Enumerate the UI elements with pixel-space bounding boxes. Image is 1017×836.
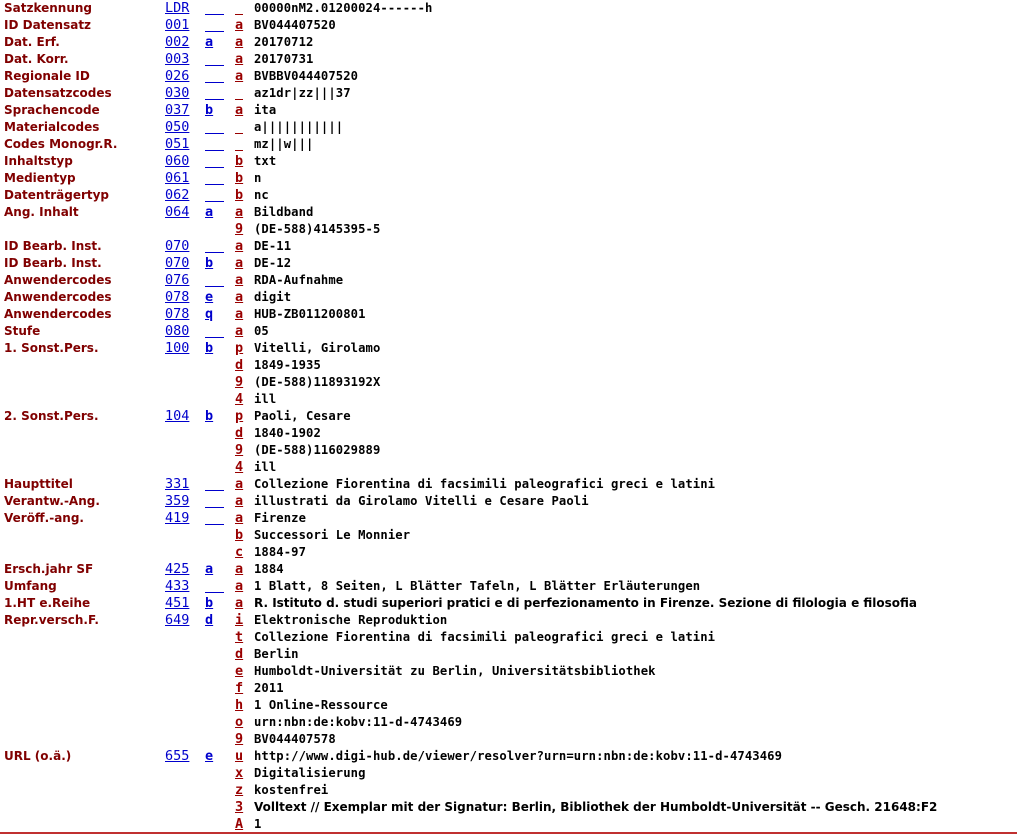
subfield-code: A: [235, 816, 244, 832]
indicator: [205, 85, 224, 100]
field-value: Vitelli, Girolamo: [254, 341, 381, 355]
field-label: 1. Sonst.Pers.: [4, 341, 99, 355]
subfield-code: [235, 0, 243, 15]
record-row: [0, 0, 1017, 17]
field-value: BV044407578: [254, 732, 336, 746]
record-row: [0, 425, 1017, 442]
field-value: R. Istituto d. studi superiori pratici e di perfezionamento in Firenze. Sezione di filologia e filosofia: [254, 596, 918, 610]
subfield-code: a: [235, 323, 244, 339]
field-label: Repr.versch.F.: [4, 613, 99, 627]
record-row: [0, 119, 1017, 136]
subfield-code: x: [235, 765, 244, 781]
subfield-code: b: [235, 527, 244, 543]
record-row: [0, 731, 1017, 748]
subfield-code: h: [235, 697, 244, 713]
field-tag-link[interactable]: 060: [165, 153, 190, 169]
subfield-code: d: [235, 646, 244, 662]
subfield-code: c: [235, 544, 244, 560]
field-label: Anwendercodes: [4, 290, 112, 304]
indicator: b: [205, 408, 214, 424]
record-row: [0, 714, 1017, 731]
indicator: d: [205, 612, 214, 628]
record-row: [0, 153, 1017, 170]
field-value: 00000nM2.01200024------h: [254, 1, 433, 15]
record-row: [0, 595, 1017, 612]
field-label: URL (o.ä.): [4, 749, 72, 763]
field-label: Sprachencode: [4, 103, 100, 117]
record-row: [0, 459, 1017, 476]
subfield-code: d: [235, 357, 244, 373]
record-row: [0, 357, 1017, 374]
field-tag-link[interactable]: 078: [165, 306, 190, 322]
record-row: [0, 374, 1017, 391]
subfield-code: [235, 85, 243, 100]
field-label: Anwendercodes: [4, 307, 112, 321]
record-row: [0, 578, 1017, 595]
field-value: Digitalisierung: [254, 766, 366, 780]
record-row: [0, 476, 1017, 493]
indicator: [205, 170, 224, 185]
subfield-code: d: [235, 425, 244, 441]
field-value: HUB-ZB011200801: [254, 307, 366, 321]
record-row: [0, 238, 1017, 255]
field-value: http://www.digi-hub.de/viewer/resolver?urn=urn:nbn:de:kobv:11-d-4743469: [254, 749, 783, 763]
subfield-code: 3: [235, 799, 244, 815]
field-tag-link[interactable]: LDR: [165, 0, 190, 16]
indicator: [205, 272, 224, 287]
subfield-code: 4: [235, 459, 244, 475]
subfield-code: b: [235, 170, 244, 186]
field-tag-link[interactable]: 030: [165, 85, 190, 101]
record-row: [0, 255, 1017, 272]
field-value: Humboldt-Universität zu Berlin, Universitätsbibliothek: [254, 664, 656, 678]
field-label: Dat. Korr.: [4, 52, 69, 66]
field-value: 1 Online-Ressource: [254, 698, 388, 712]
field-tag-link[interactable]: 451: [165, 595, 190, 611]
field-tag-link[interactable]: 100: [165, 340, 190, 356]
subfield-code: i: [235, 612, 244, 628]
field-value: 20170731: [254, 52, 314, 66]
field-value: RDA-Aufnahme: [254, 273, 344, 287]
record-row: [0, 646, 1017, 663]
field-label: Inhaltstyp: [4, 154, 73, 168]
field-tag-link[interactable]: 002: [165, 34, 190, 50]
field-value: 1884-97: [254, 545, 307, 559]
subfield-code: a: [235, 306, 244, 322]
record-row: [0, 612, 1017, 629]
field-tag-link[interactable]: 026: [165, 68, 190, 84]
subfield-code: a: [235, 289, 244, 305]
subfield-code: 9: [235, 442, 244, 458]
indicator: a: [205, 561, 214, 577]
field-tag-link[interactable]: 062: [165, 187, 190, 203]
record-row: [0, 204, 1017, 221]
record-row: [0, 51, 1017, 68]
record-row: [0, 527, 1017, 544]
record-row: [0, 680, 1017, 697]
subfield-code: a: [235, 493, 244, 509]
field-label: Anwendercodes: [4, 273, 112, 287]
field-tag-link[interactable]: 104: [165, 408, 190, 424]
field-value: Collezione Fiorentina di facsimili paleografici greci e latini: [254, 477, 716, 491]
field-value: mz||w|||: [254, 137, 314, 151]
subfield-code: a: [235, 238, 244, 254]
record-row: [0, 187, 1017, 204]
subfield-code: z: [235, 782, 244, 798]
field-label: Satzkennung: [4, 1, 93, 15]
subfield-code: 4: [235, 391, 244, 407]
field-label: Codes Monogr.R.: [4, 137, 118, 151]
record-row: [0, 289, 1017, 306]
field-value: Paoli, Cesare: [254, 409, 351, 423]
record-row: [0, 272, 1017, 289]
record-row: [0, 799, 1017, 816]
subfield-code: a: [235, 255, 244, 271]
subfield-code: a: [235, 595, 244, 611]
bottom-divider: [0, 832, 1017, 834]
field-value: 1849-1935: [254, 358, 321, 372]
field-value: 20170712: [254, 35, 314, 49]
field-label: Datenträgertyp: [4, 188, 110, 202]
indicator: [205, 153, 224, 168]
field-value: DE-11: [254, 239, 292, 253]
field-value: Successori Le Monnier: [254, 528, 411, 542]
subfield-code: o: [235, 714, 244, 730]
field-label: 1.HT e.Reihe: [4, 596, 91, 610]
indicator: a: [205, 204, 214, 220]
field-value: 1: [254, 817, 262, 831]
field-label: Materialcodes: [4, 120, 100, 134]
field-value: ill: [254, 392, 277, 406]
field-tag-link[interactable]: 061: [165, 170, 190, 186]
field-value: urn:nbn:de:kobv:11-d-4743469: [254, 715, 463, 729]
subfield-code: p: [235, 340, 244, 356]
indicator: [205, 510, 224, 525]
field-label: Haupttitel: [4, 477, 73, 491]
field-value: Bildband: [254, 205, 314, 219]
field-value: ill: [254, 460, 277, 474]
field-tag-link[interactable]: 419: [165, 510, 190, 526]
field-value: 1884: [254, 562, 284, 576]
field-tag-link[interactable]: 331: [165, 476, 190, 492]
indicator: [205, 136, 224, 151]
field-label: Medientyp: [4, 171, 76, 185]
field-tag-link[interactable]: 076: [165, 272, 190, 288]
field-value: Berlin: [254, 647, 299, 661]
field-label: ID Bearb. Inst.: [4, 256, 102, 270]
subfield-code: a: [235, 476, 244, 492]
subfield-code: 9: [235, 374, 244, 390]
subfield-code: a: [235, 272, 244, 288]
field-value: BV044407520: [254, 18, 336, 32]
subfield-code: a: [235, 561, 244, 577]
field-value: Volltext // Exemplar mit der Signatur: Berlin, Bibliothek der Humboldt-Universität -- Gesch. 21648:F2: [254, 800, 938, 814]
record-row: [0, 391, 1017, 408]
field-value: 1 Blatt, 8 Seiten, L Blätter Tafeln, L Blätter Erläuterungen: [254, 579, 701, 593]
record-row: [0, 340, 1017, 357]
field-label: 2. Sonst.Pers.: [4, 409, 99, 423]
record-row: [0, 323, 1017, 340]
field-value: (DE-588)11893192X: [254, 375, 381, 389]
field-tag-link[interactable]: 003: [165, 51, 190, 67]
field-tag-link[interactable]: 070: [165, 238, 190, 254]
field-value: n: [254, 171, 262, 185]
record-row: [0, 561, 1017, 578]
subfield-code: b: [235, 187, 244, 203]
field-tag-link[interactable]: 425: [165, 561, 190, 577]
field-label: Dat. Erf.: [4, 35, 60, 49]
record-row: [0, 221, 1017, 238]
field-value: illustrati da Girolamo Vitelli e Cesare Paoli: [254, 494, 589, 508]
field-value: nc: [254, 188, 269, 202]
indicator: [205, 187, 224, 202]
field-value: ita: [254, 103, 277, 117]
field-value: (DE-588)116029889: [254, 443, 381, 457]
indicator: [205, 578, 224, 593]
record-row: [0, 102, 1017, 119]
field-value: Collezione Fiorentina di facsimili paleografici greci e latini: [254, 630, 716, 644]
record-row: [0, 136, 1017, 153]
subfield-code: a: [235, 34, 244, 50]
indicator: [205, 323, 224, 338]
indicator: b: [205, 340, 214, 356]
subfield-code: b: [235, 153, 244, 169]
subfield-code: a: [235, 204, 244, 220]
subfield-code: a: [235, 510, 244, 526]
field-label: Ersch.jahr SF: [4, 562, 94, 576]
field-value: DE-12: [254, 256, 292, 270]
indicator: q: [205, 306, 214, 322]
field-label: Ang. Inhalt: [4, 205, 79, 219]
subfield-code: 9: [235, 731, 244, 747]
field-value: 2011: [254, 681, 284, 695]
indicator: e: [205, 748, 214, 764]
field-tag-link[interactable]: 080: [165, 323, 190, 339]
subfield-code: 9: [235, 221, 244, 237]
record-row: [0, 697, 1017, 714]
indicator: b: [205, 255, 214, 271]
record-row: [0, 408, 1017, 425]
field-tag-link[interactable]: 051: [165, 136, 190, 152]
indicator: b: [205, 595, 214, 611]
indicator: a: [205, 34, 214, 50]
field-tag-link[interactable]: 064: [165, 204, 190, 220]
field-label: Verantw.-Ang.: [4, 494, 100, 508]
field-tag-link[interactable]: 050: [165, 119, 190, 135]
record-row: [0, 782, 1017, 799]
field-value: az1dr|zz|||37: [254, 86, 351, 100]
indicator: [205, 493, 224, 508]
subfield-code: [235, 119, 243, 134]
field-tag-link[interactable]: 649: [165, 612, 190, 628]
field-tag-link[interactable]: 433: [165, 578, 190, 594]
field-label: ID Bearb. Inst.: [4, 239, 102, 253]
record-row: [0, 493, 1017, 510]
record-row: [0, 816, 1017, 833]
subfield-code: a: [235, 17, 244, 33]
record-row: [0, 748, 1017, 765]
field-label: Veröff.-ang.: [4, 511, 84, 525]
subfield-code: u: [235, 748, 244, 764]
field-label: Umfang: [4, 579, 57, 593]
field-value: BVBBV044407520: [254, 69, 359, 83]
field-tag-link[interactable]: 078: [165, 289, 190, 305]
field-value: (DE-588)4145395-5: [254, 222, 381, 236]
record-row: [0, 663, 1017, 680]
subfield-code: a: [235, 51, 244, 67]
field-value: 1840-1902: [254, 426, 321, 440]
record-row: [0, 629, 1017, 646]
indicator: [205, 17, 224, 32]
indicator: [205, 0, 224, 15]
record-row: [0, 510, 1017, 527]
record-row: [0, 170, 1017, 187]
field-label: Regionale ID: [4, 69, 90, 83]
record-row: [0, 442, 1017, 459]
subfield-code: p: [235, 408, 244, 424]
indicator: [205, 68, 224, 83]
field-value: a|||||||||||: [254, 120, 344, 134]
field-label: Stufe: [4, 324, 41, 338]
record-row: [0, 34, 1017, 51]
indicator: e: [205, 289, 214, 305]
field-value: digit: [254, 290, 292, 304]
field-label: Datensatzcodes: [4, 86, 112, 100]
subfield-code: a: [235, 102, 244, 118]
field-value: txt: [254, 154, 277, 168]
record-row: [0, 765, 1017, 782]
indicator: b: [205, 102, 214, 118]
indicator: [205, 238, 224, 253]
record-row: [0, 544, 1017, 561]
subfield-code: a: [235, 578, 244, 594]
field-tag-link[interactable]: 359: [165, 493, 190, 509]
field-tag-link[interactable]: 037: [165, 102, 190, 118]
field-tag-link[interactable]: 070: [165, 255, 190, 271]
indicator: [205, 119, 224, 134]
subfield-code: e: [235, 663, 244, 679]
subfield-code: t: [235, 629, 244, 645]
field-label: ID Datensatz: [4, 18, 92, 32]
field-tag-link[interactable]: 001: [165, 17, 190, 33]
record-row: [0, 306, 1017, 323]
record-row: [0, 85, 1017, 102]
field-tag-link[interactable]: 655: [165, 748, 190, 764]
field-value: kostenfrei: [254, 783, 329, 797]
record-row: [0, 68, 1017, 85]
subfield-code: [235, 136, 243, 151]
field-value: 05: [254, 324, 269, 338]
subfield-code: f: [235, 680, 244, 696]
subfield-code: a: [235, 68, 244, 84]
field-value: Elektronische Reproduktion: [254, 613, 448, 627]
field-value: Firenze: [254, 511, 307, 525]
indicator: [205, 51, 224, 66]
record-row: [0, 17, 1017, 34]
indicator: [205, 476, 224, 491]
